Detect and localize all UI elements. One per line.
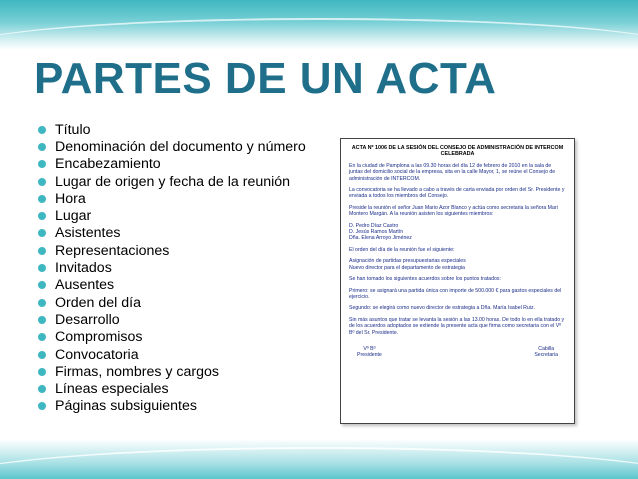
list-item-label: Hora <box>55 190 86 207</box>
bullet-icon <box>38 160 46 168</box>
bullet-list <box>38 121 306 415</box>
list-item-label: Compromisos <box>55 329 143 346</box>
list-item <box>38 294 306 311</box>
document-paragraph: Primero: se asignará una partida única con importe de 500.000 € para gastos especiales del ejercicio. <box>349 287 562 300</box>
list-item-label: Desarrollo <box>55 311 120 328</box>
list-item <box>38 363 306 380</box>
bullet-icon <box>38 264 46 272</box>
bullet-icon <box>38 247 46 255</box>
bullet-icon <box>38 333 46 341</box>
list-item <box>38 225 306 242</box>
document-paragraph: La convocatoria se ha llevado a cabo a través de carta enviada por orden del Sr. Presidente y enviada a todos los miembros del Consejo. <box>349 187 565 200</box>
document-paragraph: Segundo: se elegirá como nuevo director de estrategia a Dña. María Isabel Ruiz. <box>349 305 535 312</box>
bullet-icon <box>38 178 46 186</box>
document-paragraph: Asignación de partidas presupuestarias especiales Nuevo director para el departamento de estrategia <box>349 258 466 271</box>
list-item <box>38 190 306 207</box>
top-decorative-band <box>0 0 638 50</box>
list-item-label: Invitados <box>55 260 112 277</box>
signature-right: Cabilla Secretaria <box>534 345 558 359</box>
document-paragraph: Se han tomado los siguientes acuerdos sobre los puntos tratados: <box>349 276 501 283</box>
document-subheader: CELEBRADA <box>440 151 475 158</box>
list-item <box>38 346 306 363</box>
acta-document-image <box>340 138 575 424</box>
document-paragraph: Preside la reunión el señor Juan Mario Azor Blanco y actúa como secretaria la señora Mari Montero Margán. A la reunión asisten los siguientes miembros: <box>349 204 558 218</box>
list-item <box>38 173 306 190</box>
list-item-label: Asistentes <box>55 225 121 242</box>
document-paragraph: Sin más asuntos que tratar se levanta la sesión a las 13.00 horas. De todo lo en ella tratado y de los acuerdos adoptados se extiende la presente acta que firma como secretaria con el Vº Bº del Sr. Presidente. <box>349 316 565 336</box>
bullet-icon <box>38 402 46 410</box>
list-item <box>38 259 306 276</box>
list-item <box>38 277 306 294</box>
bullet-icon <box>38 368 46 376</box>
list-item-label: Líneas especiales <box>55 381 169 398</box>
bullet-icon <box>38 316 46 324</box>
bullet-icon <box>38 229 46 237</box>
list-item-label: Páginas subsiguientes <box>55 398 197 415</box>
list-item-label: Denominación del documento y número <box>55 138 306 155</box>
list-item <box>38 242 306 259</box>
slide-title: PARTES DE UN ACTA <box>34 54 497 103</box>
list-item <box>38 398 306 415</box>
document-paragraph: En la ciudad de Pamplona a las 09.30 horas del día 12 de febrero de 2010 en la sala de juntas del domicilio social de la empresa, sita en la calle Mayor, 1, se reúne el Consejo de administración de INTERCOM. <box>349 162 556 182</box>
list-item <box>38 311 306 328</box>
list-item <box>38 156 306 173</box>
list-item-label: Título <box>55 121 91 138</box>
bullet-icon <box>38 143 46 151</box>
document-header: ACTA Nº 1006 DE LA SESIÓN DEL CONSEJO DE ADMINISTRACIÓN DE INTERCOM <box>351 145 564 151</box>
list-item <box>38 380 306 397</box>
bullet-icon <box>38 195 46 203</box>
bullet-icon <box>38 299 46 307</box>
bullet-icon <box>38 281 46 289</box>
list-item <box>38 121 306 138</box>
signature-left: Vº Bº Presidente <box>357 345 382 359</box>
list-item-label: Representaciones <box>55 242 170 259</box>
bottom-decorative-band <box>0 439 638 479</box>
bullet-icon <box>38 385 46 393</box>
document-paragraph: D. Pedro Díaz Castro D. Jesús Ramos Martín Dña. Elena Arroyo Jiménez <box>349 222 412 242</box>
list-item <box>38 329 306 346</box>
list-item-label: Firmas, nombres y cargos <box>55 363 219 380</box>
list-item-label: Lugar <box>55 208 92 225</box>
document-paragraph: El orden del día de la reunión fue el siguiente: <box>349 246 455 253</box>
bullet-icon <box>38 351 46 359</box>
list-item-label: Orden del día <box>55 294 141 311</box>
list-item <box>38 207 306 224</box>
list-item-label: Ausentes <box>55 277 115 294</box>
list-item <box>38 138 306 155</box>
list-item-label: Encabezamiento <box>55 156 161 173</box>
list-item-label: Lugar de origen y fecha de la reunión <box>55 173 291 190</box>
bullet-icon <box>38 126 46 134</box>
bullet-icon <box>38 212 46 220</box>
bottom-wave <box>0 447 638 479</box>
list-item-label: Convocatoria <box>55 346 139 363</box>
signature-block <box>349 346 566 359</box>
